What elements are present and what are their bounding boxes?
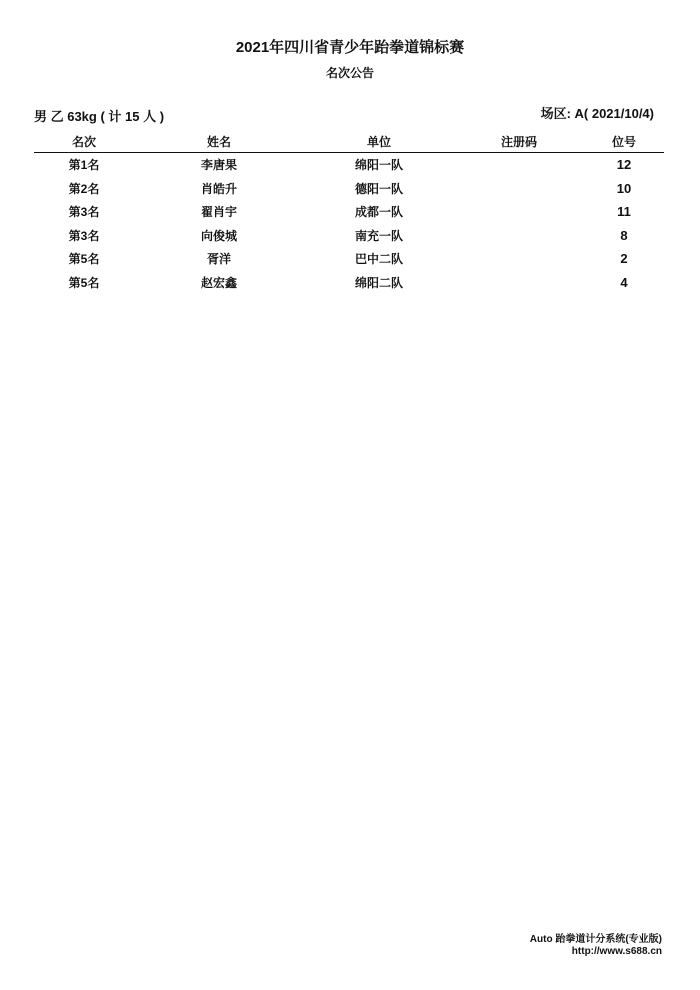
cell-unit: 绵阳一队	[354, 158, 403, 173]
header-reg: 注册码	[454, 130, 584, 153]
cell-unit: 南充一队	[354, 228, 403, 243]
cell-num: 4	[620, 274, 628, 290]
table-row	[34, 271, 664, 295]
table-header-row	[34, 130, 664, 153]
cell-unit: 德阳一队	[354, 181, 403, 196]
cell-unit: 巴中二队	[354, 252, 403, 267]
cell-rank: 第5名	[68, 252, 100, 267]
header-num: 位号	[584, 130, 664, 153]
cell-reg	[454, 224, 584, 248]
table-row	[34, 177, 664, 201]
cell-name: 赵宏鑫	[200, 275, 237, 290]
header-unit: 单位	[304, 130, 454, 153]
cell-name: 翟肖宇	[200, 205, 237, 220]
cell-num: 10	[616, 180, 632, 196]
cell-reg	[454, 200, 584, 224]
cell-rank: 第1名	[68, 158, 100, 173]
cell-rank: 第5名	[68, 275, 100, 290]
cell-num: 2	[620, 251, 628, 267]
cell-name: 李唐果	[200, 158, 237, 173]
cell-rank: 第3名	[68, 205, 100, 220]
header-name: 姓名	[134, 130, 304, 153]
page-title: 2021年四川省青少年跆拳道锦标赛	[235, 39, 465, 56]
table-row	[34, 224, 664, 248]
cell-rank: 第2名	[68, 181, 100, 196]
footer-software: Auto 跆拳道计分系统(专业版)	[529, 934, 662, 945]
division-info: 男 乙 63kg ( 计 15 人 )	[34, 109, 165, 124]
cell-unit: 成都一队	[354, 205, 403, 220]
cell-name: 肖皓升	[200, 181, 237, 196]
cell-name: 胥洋	[206, 252, 231, 267]
table-row	[34, 153, 664, 177]
cell-num: 11	[617, 204, 631, 220]
venue-info: 场区: A( 2021/10/4)	[540, 106, 654, 121]
cell-reg	[454, 271, 584, 295]
table-row	[34, 247, 664, 271]
cell-reg	[454, 177, 584, 201]
page-subtitle: 名次公告	[325, 66, 374, 80]
footer-url: http://www.s688.cn	[571, 946, 662, 957]
cell-num: 12	[616, 157, 632, 173]
table-row	[34, 200, 664, 224]
cell-name: 向俊城	[200, 228, 237, 243]
cell-rank: 第3名	[68, 228, 100, 243]
cell-num: 8	[620, 227, 628, 243]
cell-reg	[454, 153, 584, 177]
cell-unit: 绵阳二队	[354, 275, 403, 290]
header-rank: 名次	[34, 130, 134, 153]
cell-reg	[454, 247, 584, 271]
results-table	[34, 130, 664, 294]
